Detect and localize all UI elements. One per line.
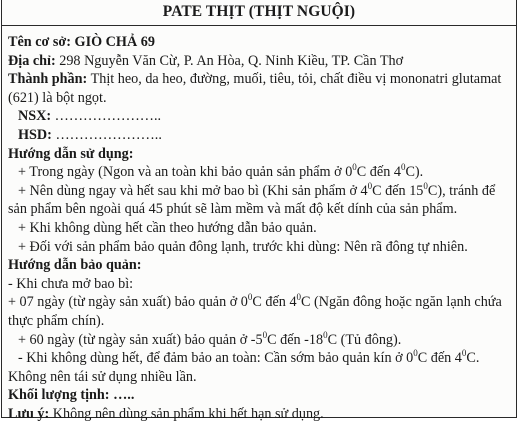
ingredients-line <box>8 70 510 107</box>
product-label <box>1 0 517 422</box>
degree-mark: 0 <box>296 292 302 303</box>
ingredients-value: Thịt heo, da heo, đường, muối, tiêu, tỏi, chất điều vị mononatri glutamat (621) là bột ngọt. <box>8 71 502 106</box>
storage-item-4 <box>8 349 510 386</box>
usage-item-1-text-c: C). <box>405 164 424 181</box>
storage-item-4-text-a: - Khi không dùng hết, để đảm bảo an toàn: Cần sớm bảo quản kín ở 0 <box>18 350 414 367</box>
label-body <box>8 33 510 423</box>
usage-item-4: + Đối với sản phẩm bảo quản đông lạnh, trước khi dùng: Nên rã đông tự nhiên. <box>18 238 468 255</box>
note-value: Không nên dùng sản phẩm khi hết hạn sử dụng. <box>52 405 324 422</box>
degree-mark: 0 <box>423 180 428 191</box>
usage-item-1-text-a: + Trong ngày (Ngon và an toàn khi bảo quản sản phẩm ở 0 <box>18 164 353 181</box>
storage-item-2-text-c: C (Ngăn đông hoặc ngăn lạnh chứa thực phẩm chín). <box>8 294 502 329</box>
storage-item-4-text-b: C đến 4 <box>417 350 462 367</box>
facility-value: GIÒ CHẢ 69 <box>74 34 155 50</box>
usage-item-2-text-c: C), tránh để sản phẩm bên ngoài quá 45 phút sẽ làm mềm và mất độ kết dính của sản phẩm. <box>8 182 496 218</box>
address-label: Địa chỉ: <box>8 52 56 69</box>
usage-item-1-text-b: C đến 4 <box>356 164 401 181</box>
storage-item-3-text-b: C đến -18 <box>267 331 324 348</box>
facility-line <box>8 33 510 52</box>
degree-mark: 0 <box>400 162 406 173</box>
storage-item-2-text-a: + 07 ngày (từ ngày sản xuất) bảo quản ở 0 <box>8 294 248 311</box>
degree-mark: 0 <box>367 180 373 191</box>
net-weight-value: ….. <box>113 387 135 404</box>
storage-item-4-text-c: C. Không nên tái sử dụng nhiều lần. <box>8 350 480 385</box>
storage-item-3 <box>8 331 510 350</box>
usage-item-1 <box>8 163 510 182</box>
degree-mark: 0 <box>461 348 467 359</box>
storage-item-3-text-a: + 60 ngày (từ ngày sản xuất) bảo quản ở -5 <box>18 331 263 348</box>
product-title: PATE THỊT (THỊT NGUỘI) <box>162 3 356 20</box>
nsx-label: NSX: <box>18 108 52 125</box>
usage-item-3: + Khi không dùng hết cần theo hướng dẫn bảo quản. <box>18 219 317 236</box>
address-line <box>8 52 510 71</box>
storage-item-3-text-c: C (Tủ đông). <box>327 331 402 348</box>
degree-mark: 0 <box>323 329 328 340</box>
hsd-dots: ………………….. <box>55 126 162 143</box>
ingredients-label: Thành phần: <box>8 71 88 88</box>
nsx-dots: ………………….. <box>54 108 162 125</box>
nsx-line <box>8 107 510 126</box>
usage-item-2-text-a: + Nên dùng ngay và hết sau khi mở bao bì (Khi sản phẩm ở 4 <box>18 182 368 199</box>
storage-item-1: - Khi chưa mở bao bì: <box>8 275 134 292</box>
facility-label: Tên cơ sở: <box>8 34 71 50</box>
storage-item-2-text-b: C đến 4 <box>252 294 297 311</box>
title-divider <box>2 25 516 26</box>
degree-mark: 0 <box>247 292 253 303</box>
hsd-label: HSD: <box>18 126 52 143</box>
degree-mark: 0 <box>262 329 268 340</box>
usage-item-2 <box>8 182 510 219</box>
note-label: Lưu ý: <box>8 405 50 422</box>
degree-mark: 0 <box>352 162 357 173</box>
storage-heading: Hướng dẫn bảo quản: <box>8 257 142 274</box>
storage-item-2 <box>8 293 510 330</box>
hsd-line <box>8 126 510 145</box>
address-value: 298 Nguyễn Văn Cừ, P. An Hòa, Q. Ninh Kiều, TP. Cần Thơ <box>59 52 404 69</box>
net-weight-label: Khối lượng tịnh: <box>8 387 110 404</box>
note-line <box>8 405 510 424</box>
usage-item-2-text-b: C đến 15 <box>372 182 424 199</box>
degree-mark: 0 <box>413 348 418 359</box>
net-weight-line <box>8 386 510 405</box>
usage-heading: Hướng dẫn sử dụng: <box>8 145 134 162</box>
